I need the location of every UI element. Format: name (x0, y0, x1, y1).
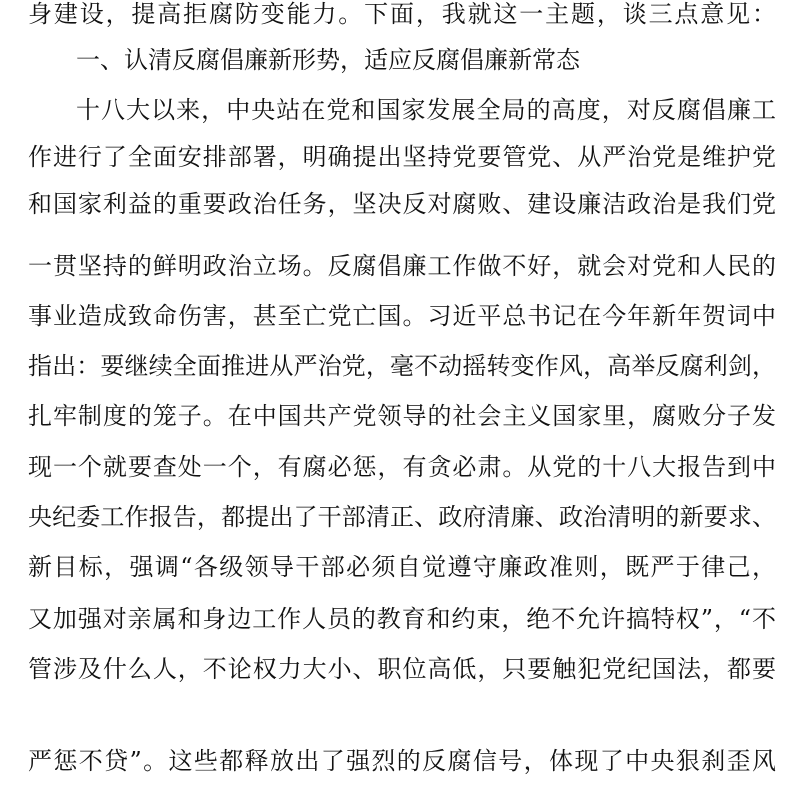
text-line: 身建设，提高拒腐防变能力。下面，我就这一主题，谈三点意见： (28, 0, 776, 28)
text-line: 新目标，强调“各级领导干部必须自觉遵守廉政准则，既严于律己， (28, 553, 776, 581)
text-line: 作进行了全面安排部署，明确提出坚持党要管党、从严治党是维护党 (28, 143, 776, 171)
text-line: 十八大以来，中央站在党和国家发展全局的高度，对反腐倡廉工 (76, 96, 776, 124)
text-line: 严惩不贷”。这些都释放出了强烈的反腐信号，体现了中央狠刹歪风 (28, 747, 776, 775)
section-heading: 一、认清反腐倡廉新形势，适应反腐倡廉新常态 (76, 46, 580, 74)
text-line: 一贯坚持的鲜明政治立场。反腐倡廉工作做不好，就会对党和人民的 (28, 252, 776, 280)
text-line: 又加强对亲属和身边工作人员的教育和约束，绝不允许搞特权”，“不 (28, 605, 776, 633)
text-line: 现一个就要查处一个，有腐必惩，有贪必肃。从党的十八大报告到中 (28, 453, 776, 481)
text-line: 事业造成致命伤害，甚至亡党亡国。习近平总书记在今年新年贺词中 (28, 302, 776, 330)
text-line: 央纪委工作报告，都提出了干部清正、政府清廉、政治清明的新要求、 (28, 503, 776, 531)
text-line: 扎牢制度的笼子。在中国共产党领导的社会主义国家里，腐败分子发 (28, 402, 776, 430)
text-line: 和国家利益的重要政治任务，坚决反对腐败、建设廉洁政治是我们党 (28, 190, 776, 218)
text-line: 指出：要继续全面推进从严治党，毫不动摇转变作风，高举反腐利剑， (28, 352, 776, 380)
text-line: 管涉及什么人，不论权力大小、职位高低，只要触犯党纪国法，都要 (28, 655, 776, 683)
